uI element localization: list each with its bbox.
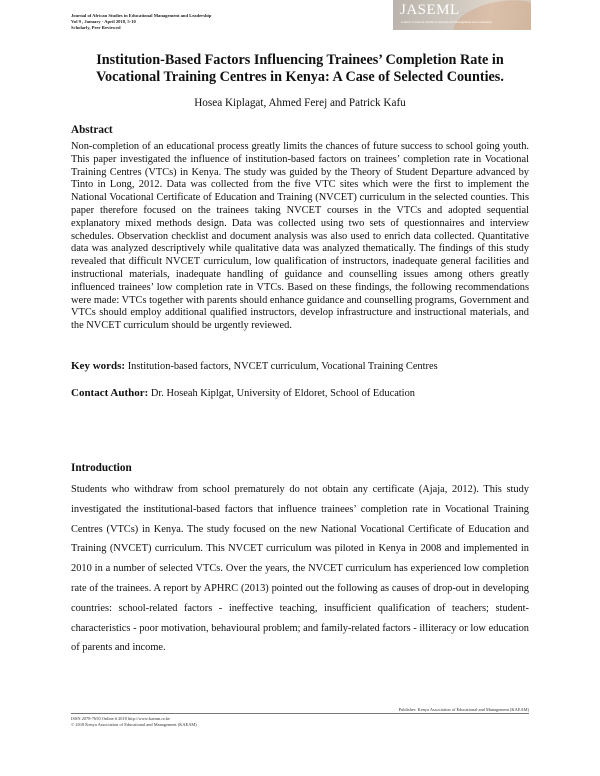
journal-review-status: Scholarly, Peer Reviewed xyxy=(71,25,121,30)
contact-author xyxy=(71,387,529,399)
introduction-heading: Introduction xyxy=(71,462,132,474)
publisher-line: Publisher: Kenya Association of Educational and Management (KAEAM) xyxy=(398,707,529,712)
journal-name: Journal of African Studies in Educational Management and Leadership xyxy=(71,13,212,18)
footer-issn[interactable]: ISSN 2078-7650 Online # 2018 http://www.kaeam.or.ke xyxy=(71,716,170,721)
keywords xyxy=(71,360,529,372)
footer-copyright: © 2018 Kenya Association of Educational and Management (KAEAM) xyxy=(71,722,197,727)
introduction-text: Students who withdraw from school prematurely do not obtain any certificate (Ajaja, 2012). This study investigated the institutional-based factors that influence trainees’ completion rate in Vocational Training Centres (VTCs) in Kenya. The study focused on the new National Vocational Certificate of Education and Training (NVCET) curriculum. This NVCET curriculum was piloted in Kenya in 2008 and implemented in 2010 in a number of selected VTCs. Over the years, the NVCET curriculum has experienced low completion rate of the trainees. A report by APHRC (2013) pointed out the following as causes of drop-out in developing countries: school-related factors - ineffective teaching, insufficient qualification of teachers; student-characteristics - poor motivation, behavioural problem; and family-related factors - illiteracy or low education of parents and income. xyxy=(71,484,529,654)
keywords-label: Key words: xyxy=(71,360,126,372)
paper-authors: Hosea Kiplagat, Ahmed Ferej and Patrick Kafu xyxy=(194,97,406,109)
abstract-text: Non-completion of an educational process greatly limits the chances of future success to school going youth. This paper investigated the influence of institution-based factors on trainees’ completion rate in Vocational Training Centres (VTCs) in Kenya. The study was guided by the Theory of Student Departure advanced by Tinto in Long, 2012. Data was collected from the five VTC sites which were the first to implement the National Vocational Certificate of Education and Training (NVCET) curriculum in the selected counties. This paper therefore focused on the trainees taking NVCET courses in the VTCs and adopted sequential explanatory mixed methods design. Data was collected using two sets of questionnaires and interview schedules. Observation checklist and document analysis was also used to enrich data collected. Quantitative data was analyzed descriptively while qualitative data was analyzed thematically. The findings of this study revealed that difficult NVCET curriculum, low qualification of instructors, inadequate general facilities and instructional materials, inadequate handling of guidance and counselling issues among others greatly influenced trainees’ low completion rate in VTCs. Based on these findings, the following recommendations were made: VTCs together with parents should enhance guidance and counselling programs, Government and VTCs should employ additional qualified instructors, develop infrastructure and instructional materials, and the NVCET curriculum should be urgently reviewed. xyxy=(71,141,529,332)
footer xyxy=(71,716,197,728)
footer-divider xyxy=(71,713,529,714)
logo-text: JASEML xyxy=(400,2,460,18)
paper-title: Institution-Based Factors Influencing Trainees’ Completion Rate in Vocational Training Centres in Kenya: A Case of Selected Counties. xyxy=(96,52,504,85)
journal-logo xyxy=(393,0,531,30)
journal-header xyxy=(71,13,211,31)
logo-subtitle: Journal of African Studies in Educational Management and Leadership xyxy=(401,20,492,24)
keywords-value: Institution-based factors, NVCET curriculum, Vocational Training Centres xyxy=(127,361,438,372)
contact-label: Contact Author: xyxy=(71,387,149,399)
contact-value: Dr. Hoseah Kiplgat, University of Eldoret, School of Education xyxy=(150,388,415,399)
journal-volume: Vol 9 , January - April 2018, 5-10 xyxy=(71,19,136,24)
abstract-heading: Abstract xyxy=(71,124,113,136)
